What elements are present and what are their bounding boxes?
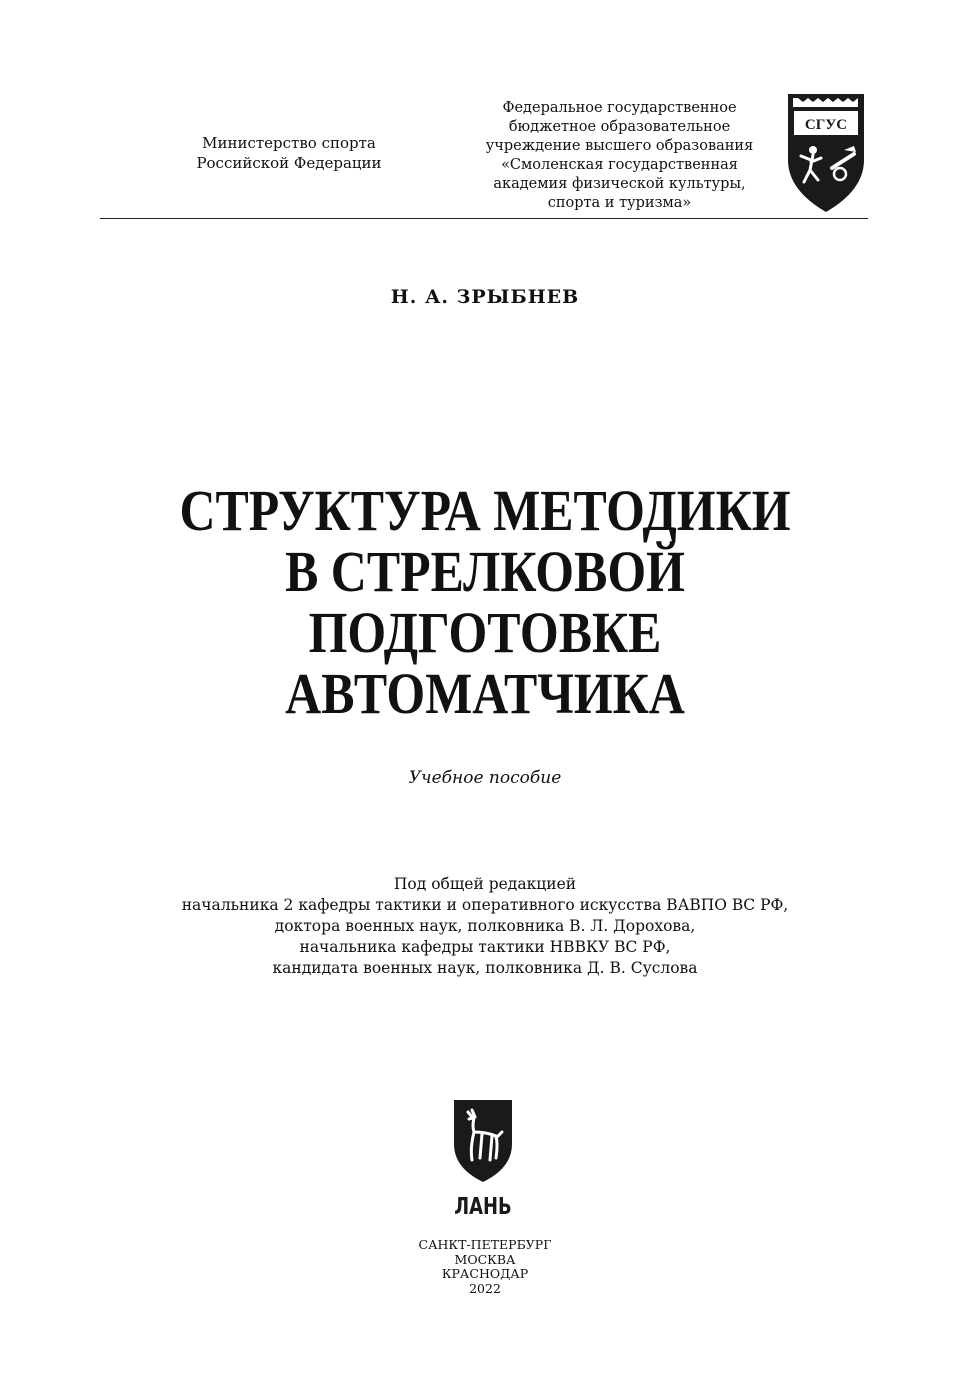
- editor-line: начальника 2 кафедры тактики и оперативного искусства ВАВПО ВС РФ,: [181, 896, 789, 914]
- institution-name: [462, 99, 777, 213]
- header-divider: [100, 218, 868, 219]
- deer-shield-icon: [452, 1098, 514, 1220]
- institution-line: учреждение высшего образования: [485, 138, 754, 154]
- editor-line: начальника кафедры тактики НВВКУ ВС РФ,: [299, 938, 671, 956]
- institution-line: академия физической культуры,: [493, 176, 746, 192]
- institution-line: спорта и туризма»: [547, 195, 692, 211]
- title-line: АВТОМАТЧИКА: [285, 661, 685, 726]
- publication-year: 2022: [469, 1280, 501, 1296]
- sgus-emblem-icon: [786, 92, 866, 214]
- editorial-credits: [0, 874, 970, 979]
- city-line: МОСКВА: [454, 1251, 516, 1267]
- book-subtitle: Учебное пособие: [408, 768, 562, 788]
- editor-line: Под общей редакцией: [393, 875, 577, 893]
- title-line: СТРУКТУРА МЕТОДИКИ: [179, 478, 791, 543]
- city-line: КРАСНОДАР: [441, 1266, 529, 1281]
- ministry-line: Министерство спорта: [202, 134, 376, 152]
- editor-line: кандидата военных наук, полковника Д. В. Суслова: [272, 959, 698, 977]
- author-name: Н. А. ЗРЫБНЕВ: [390, 286, 580, 308]
- ministry-name: [160, 133, 418, 173]
- title-line: ПОДГОТОВКЕ: [308, 600, 662, 665]
- city-line: САНКТ-ПЕТЕРБУРГ: [418, 1237, 552, 1252]
- sgus-emblem-label: СГУС: [804, 117, 848, 133]
- editor-line: доктора военных наук, полковника В. Л. Дорохова,: [274, 917, 696, 935]
- title-line: В СТРЕЛКОВОЙ: [285, 539, 685, 604]
- publication-place: [0, 1238, 970, 1296]
- institution-line: Федеральное государственное: [502, 100, 737, 116]
- book-title: [68, 480, 902, 724]
- publisher-name: ЛАНЬ: [454, 1192, 512, 1220]
- ministry-line: Российской Федерации: [196, 154, 382, 172]
- institution-line: «Смоленская государственная: [501, 157, 738, 173]
- institution-line: бюджетное образовательное: [508, 119, 731, 135]
